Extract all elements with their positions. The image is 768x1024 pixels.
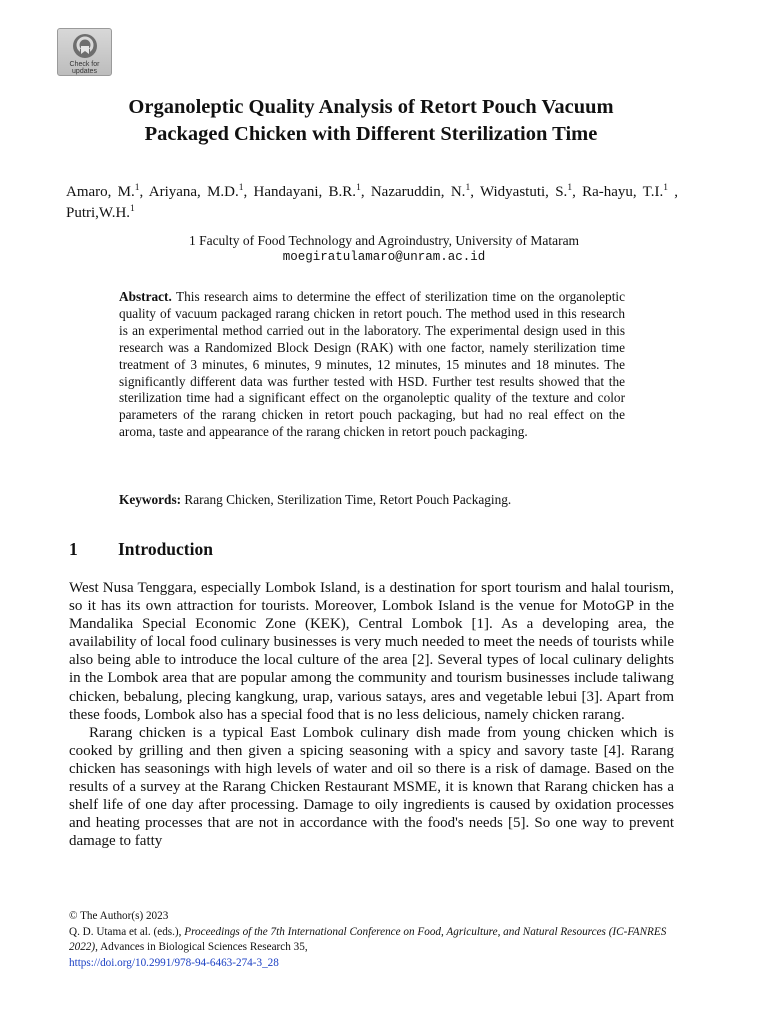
paragraph-2: Rarang chicken is a typical East Lombok culinary dish made from young chicken which is cooked by grilling and then given a spicing seasoning with a spicy and savory taste [4]. Rarang chicken has seasonings with high levels of water and oil so there is a risk of damage. Based on the results of a survey at the Rarang Chicken Restaurant MSME, it is known that Rarang chicken has a shelf life of one day after processing. Damage to oily ingredients is caused by oxidation processes and heating processes that are not in accordance with the food's needs [5]. So one way to prevent damage to fatty [69, 724, 674, 850]
author-name: Amaro, M. [66, 184, 135, 200]
author-name: Putri,W.H. [66, 205, 131, 221]
introduction-body [69, 579, 674, 850]
author-affiliation-mark: 1 [130, 204, 135, 214]
author-affiliation-mark: 1 [663, 183, 668, 193]
author-list [66, 182, 678, 224]
paper-title [60, 94, 682, 148]
editors: Q. D. Utama et al. (eds.), [69, 925, 185, 938]
affiliation: 1 Faculty of Food Technology and Agroindustry, University of Mataram [188, 233, 580, 248]
badge-line-2: updates [72, 68, 97, 75]
author-affiliation-mark: 1 [465, 183, 471, 193]
section-number: 1 [69, 539, 78, 559]
author-separator: , [667, 184, 678, 200]
author-email[interactable]: moegiratulamaro@unram.ac.id [282, 250, 486, 264]
abstract [119, 289, 625, 441]
keywords-text: Rarang Chicken, Sterilization Time, Retort Pouch Packaging. [181, 492, 512, 507]
title-line-2: Packaged Chicken with Different Sterilization Time [144, 123, 598, 145]
section-title: Introduction [118, 539, 213, 559]
abstract-label: Abstract. [119, 289, 172, 304]
copyright-line: © The Author(s) 2023 [69, 910, 169, 922]
author-affiliation-mark: 1 [567, 183, 573, 193]
section-heading-introduction [69, 538, 213, 560]
badge-line-1: Check for [69, 61, 100, 68]
author-affiliation-mark: 1 [134, 183, 140, 193]
author-separator: , [470, 184, 480, 200]
author-name: Ariyana, M.D. [148, 184, 239, 200]
check-for-updates-badge[interactable] [57, 28, 112, 76]
author-separator: , [572, 184, 583, 200]
keywords-label: Keywords: [119, 492, 182, 507]
author-separator: , [360, 184, 371, 200]
author-name: Widyastuti, S. [479, 184, 568, 200]
author-affiliation-mark: 1 [238, 183, 244, 193]
paragraph-1: West Nusa Tenggara, especially Lombok Island, is a destination for sport tourism and halal tourism, so it has its own attraction for tourists. Moreover, Lombok Island is the venue for MotoGP in the Mandalika Special Economic Zone (KEK), Central Lombok [1]. As a developing area, the availability of local food culinary businesses is very much needed to meet the needs of tourists while also being able to introduce the local culture of the area [2]. Several types of local culinary delights in the Lombok area that are popular among the community and tourism businesses include taliwang chicken, bebalung, plecing kangkung, urap, various satays, ares and vegetable lebui [3]. Apart from these foods, Lombok also has a special food that is no less delicious, namely chicken rarang. [69, 580, 674, 723]
author-name: Nazaruddin, N. [370, 184, 466, 200]
series: , Advances in Biological Sciences Research 35, [95, 941, 308, 953]
copyright-footer [69, 909, 679, 971]
author-separator: , [139, 184, 149, 200]
author-name: Handayani, B.R. [253, 184, 357, 200]
doi-link[interactable]: https://doi.org/10.2991/978-94-6463-274-3_28 [69, 956, 279, 969]
author-name: Ra-hayu, T.I. [582, 184, 664, 200]
badge-label [70, 61, 100, 75]
keywords [119, 491, 625, 508]
citation-line [69, 925, 679, 956]
proceedings-title: Proceedings of the 7th International Conference on Food, Agriculture, and Natural Resources (IC-FANRES 2022) [69, 925, 667, 953]
title-line-1: Organoleptic Quality Analysis of Retort Pouch Vacuum [128, 96, 614, 118]
author-affiliation-mark: 1 [356, 183, 361, 193]
abstract-text: This research aims to determine the effect of sterilization time on the organoleptic quality of vacuum packaged rarang chicken in retort pouch. The method used in this research is an experimental method carried out in the laboratory. The experimental design used in this research was a Randomized Block Design (RAK) with one factor, namely sterilization time treatment of 3 minutes, 6 minutes, 9 minutes, 12 minutes, 15 minutes and 18 minutes. The significantly different data was further tested with HSD. Further test results showed that the sterilization time had a significant effect on the organoleptic quality of the texture and color parameters of the rarang chicken in retort pouch packaging, but had no real effect on the aroma, taste and appearance of the rarang chicken in retort pouch packaging. [119, 289, 625, 440]
check-updates-icon [71, 32, 99, 60]
author-separator: , [243, 184, 254, 200]
